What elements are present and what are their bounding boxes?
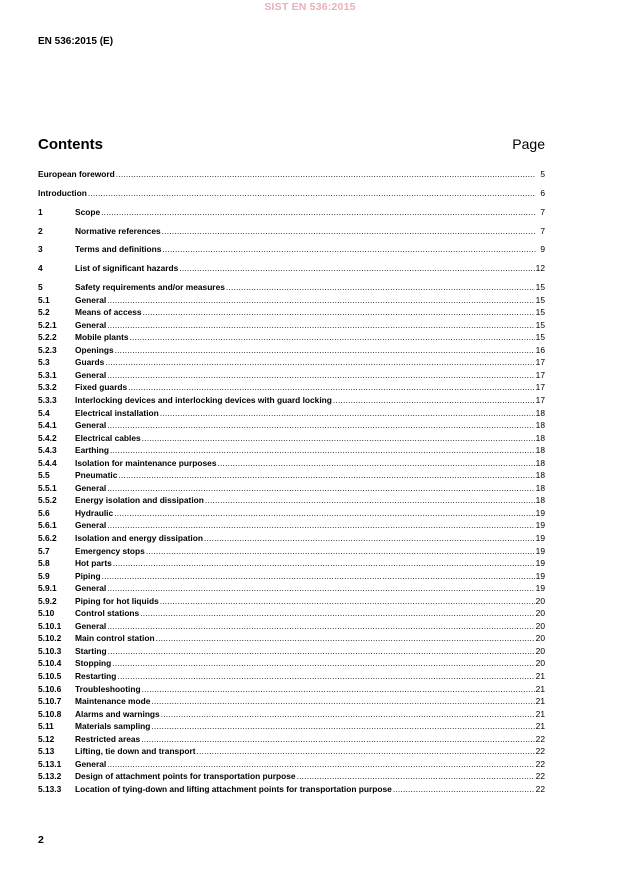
toc-entry-number: 5.9.1 <box>38 583 57 594</box>
toc-entry-page: 20 <box>535 595 545 606</box>
toc-entry[interactable] <box>38 758 545 771</box>
toc-entry-number: 5.2.1 <box>38 319 57 330</box>
toc-dot-leader <box>146 545 535 558</box>
toc-dot-leader <box>226 281 535 294</box>
toc-entry-page: 18 <box>535 432 545 443</box>
toc-dot-leader <box>140 607 534 620</box>
toc-entry-page: 18 <box>535 420 545 431</box>
page-number: 2 <box>38 834 44 846</box>
toc-entry[interactable] <box>38 457 545 470</box>
toc-entry[interactable] <box>38 225 545 238</box>
toc-entry[interactable] <box>38 306 545 319</box>
toc-entry-number: 5.10.4 <box>38 658 62 669</box>
toc-dot-leader <box>107 419 534 432</box>
toc-entry[interactable] <box>38 281 545 294</box>
toc-entry-title: Isolation and energy dissipation <box>75 533 203 543</box>
toc-entry-title: Pneumatic <box>75 470 118 481</box>
toc-entry-page: 21 <box>535 683 545 694</box>
toc-entry-title: Electrical installation <box>75 407 159 418</box>
toc-dot-leader <box>107 758 534 771</box>
toc-entry-page: 15 <box>535 282 545 293</box>
toc-entry-number: 5.5.2 <box>38 495 57 506</box>
toc-entry-title: Means of access <box>75 307 142 318</box>
toc-entry[interactable] <box>38 381 545 394</box>
toc-entry-page: 21 <box>535 708 545 719</box>
watermark: SIST EN 536:2015 <box>264 1 356 13</box>
toc-entry-title: Earthing <box>75 445 109 456</box>
toc-dot-leader <box>115 344 535 357</box>
toc-entry[interactable] <box>38 319 545 332</box>
toc-entry-page: 16 <box>535 344 545 355</box>
toc-entry[interactable] <box>38 294 545 307</box>
toc-entry-title: Control stations <box>75 608 140 619</box>
page-column-label: Page <box>512 136 545 152</box>
toc-entry-title: General <box>75 369 107 380</box>
toc-dot-leader <box>117 670 534 683</box>
toc-entry-title: Isolation for maintenance purposes <box>75 457 217 468</box>
toc-entry[interactable] <box>38 645 545 658</box>
toc-entry[interactable] <box>38 494 545 507</box>
toc-entry-page: 18 <box>535 457 545 468</box>
toc-dot-leader <box>112 657 534 670</box>
toc-entry-page: 20 <box>535 608 545 619</box>
toc-entry-title: Troubleshooting <box>75 683 141 694</box>
toc-entry[interactable] <box>38 545 545 558</box>
toc-entry-number: 5.3 <box>38 357 50 368</box>
toc-entry-page: 9 <box>540 244 545 255</box>
toc-entry-page: 18 <box>535 482 545 493</box>
toc-entry-title: Materials sampling <box>75 721 151 732</box>
toc-entry-number: 5.6.2 <box>38 533 57 543</box>
toc-dot-leader <box>105 356 534 369</box>
toc-entry[interactable] <box>38 783 545 796</box>
toc-dot-leader <box>197 745 535 758</box>
toc-entry-number: 5.4.2 <box>38 432 57 443</box>
toc-entry-page: 21 <box>535 696 545 707</box>
toc-entry-number: 5.4.4 <box>38 457 57 468</box>
toc-entry-page: 20 <box>535 645 545 656</box>
toc-dot-leader <box>160 407 535 420</box>
toc-entry-number: 5.4.1 <box>38 420 57 431</box>
toc-entry-number: 2 <box>38 225 43 236</box>
toc-entry[interactable] <box>38 607 545 620</box>
toc-entry-title: Guards <box>75 357 105 368</box>
toc-entry-number: 3 <box>38 244 43 255</box>
toc-entry-page: 20 <box>535 658 545 669</box>
toc-dot-leader <box>162 243 536 256</box>
toc-entry-page: 19 <box>535 533 545 543</box>
toc-dot-leader <box>107 519 534 532</box>
toc-entry-title: Stopping <box>75 658 112 669</box>
toc-dot-leader <box>107 319 534 332</box>
table-of-contents <box>38 168 545 795</box>
toc-dot-leader <box>151 695 534 708</box>
toc-entry-page: 22 <box>535 758 545 769</box>
toc-entry-page: 6 <box>540 187 545 198</box>
toc-entry-title: Terms and definitions <box>75 244 162 255</box>
toc-entry-title: General <box>75 520 107 531</box>
toc-entry[interactable] <box>38 432 545 445</box>
toc-entry-page: 17 <box>535 369 545 380</box>
toc-entry-page: 22 <box>535 771 545 782</box>
toc-entry[interactable] <box>38 745 545 758</box>
toc-entry-title: Scope <box>75 206 101 217</box>
toc-entry[interactable] <box>38 206 545 219</box>
toc-dot-leader <box>116 168 536 181</box>
toc-entry-title: Piping for hot liquids <box>75 595 159 606</box>
toc-entry[interactable] <box>38 632 545 645</box>
toc-entry-page: 7 <box>540 225 545 236</box>
toc-entry-title: Mobile plants <box>75 332 129 343</box>
toc-entry-title: Normative references <box>75 225 161 236</box>
toc-dot-leader <box>107 482 534 495</box>
toc-entry-number: 5.13.2 <box>38 771 62 782</box>
toc-entry-number: 4 <box>38 263 43 274</box>
toc-entry[interactable] <box>38 657 545 670</box>
toc-entry[interactable] <box>38 344 545 357</box>
toc-entry-number: 5.13.1 <box>38 758 62 769</box>
toc-entry-title: Hot parts <box>75 558 112 569</box>
toc-entry-page: 20 <box>535 620 545 631</box>
toc-dot-leader <box>142 432 535 445</box>
toc-entry[interactable] <box>38 469 545 482</box>
toc-entry[interactable] <box>38 720 545 733</box>
toc-entry-title: Hydraulic <box>75 507 114 518</box>
toc-entry-number: 5.12 <box>38 733 55 744</box>
toc-dot-leader <box>161 708 535 721</box>
toc-entry[interactable] <box>38 419 545 432</box>
toc-dot-leader <box>205 494 535 507</box>
toc-entry-page: 18 <box>535 445 545 456</box>
toc-dot-leader <box>128 381 535 394</box>
toc-entry-title: European foreword <box>38 169 115 179</box>
toc-entry-title: Main control station <box>75 633 155 644</box>
toc-entry-title: Openings <box>75 344 114 355</box>
toc-entry-page: 19 <box>535 545 545 556</box>
toc-entry[interactable] <box>38 595 545 608</box>
toc-entry-number: 5.9 <box>38 570 50 581</box>
toc-entry[interactable] <box>38 670 545 683</box>
contents-heading: Contents <box>38 136 103 153</box>
toc-entry[interactable] <box>38 331 545 344</box>
toc-dot-leader <box>110 444 535 457</box>
toc-entry-number: 5.10.3 <box>38 645 62 656</box>
toc-entry-number: 5.8 <box>38 558 50 569</box>
toc-entry[interactable] <box>38 570 545 583</box>
toc-entry-number: 5.10.8 <box>38 708 62 719</box>
toc-entry-title: General <box>75 294 107 305</box>
toc-entry-page: 20 <box>535 633 545 644</box>
toc-entry-number: 5.10.6 <box>38 683 62 694</box>
toc-dot-leader <box>162 225 536 238</box>
toc-entry-title: Restricted areas <box>75 733 141 744</box>
toc-entry-page: 19 <box>535 570 545 581</box>
toc-entry[interactable] <box>38 770 545 783</box>
toc-entry-page: 19 <box>535 507 545 518</box>
toc-entry-page: 15 <box>535 294 545 305</box>
toc-dot-leader <box>113 557 535 570</box>
toc-entry-number: 5.3.2 <box>38 382 57 393</box>
toc-entry-number: 5.10 <box>38 608 55 619</box>
toc-entry-number: 5.6.1 <box>38 520 57 531</box>
toc-entry[interactable] <box>38 557 545 570</box>
toc-entry-page: 15 <box>535 319 545 330</box>
toc-entry[interactable] <box>38 444 545 457</box>
toc-dot-leader <box>101 206 536 219</box>
toc-dot-leader <box>107 369 534 382</box>
toc-entry-number: 5.2.2 <box>38 332 57 343</box>
toc-entry-page: 22 <box>535 733 545 744</box>
toc-entry-number: 5.3.1 <box>38 369 57 380</box>
toc-entry[interactable] <box>38 243 545 256</box>
toc-entry-title: List of significant hazards <box>75 263 179 274</box>
toc-entry-number: 5.5.1 <box>38 482 57 493</box>
toc-entry-title: Energy isolation and dissipation <box>75 495 204 506</box>
toc-dot-leader <box>114 507 535 520</box>
toc-entry-number: 5.10.7 <box>38 696 62 707</box>
toc-entry-number: 5.11 <box>38 721 54 732</box>
toc-entry-page: 22 <box>535 746 545 757</box>
toc-entry-title: Alarms and warnings <box>75 708 160 719</box>
toc-dot-leader <box>204 532 535 545</box>
toc-dot-leader <box>102 570 535 583</box>
toc-dot-leader <box>333 394 535 407</box>
toc-dot-leader <box>130 331 535 344</box>
toc-entry-number: 5.1 <box>38 294 50 305</box>
toc-entry[interactable] <box>38 369 545 382</box>
toc-entry-number: 5.2 <box>38 307 50 318</box>
toc-entry-title: Safety requirements and/or measures <box>75 282 225 293</box>
toc-entry[interactable] <box>38 262 545 275</box>
toc-entry-title: Design of attachment points for transportation purpose <box>75 771 296 782</box>
toc-entry-number: 5.10.1 <box>38 620 62 631</box>
toc-entry[interactable] <box>38 695 545 708</box>
toc-entry-title: Fixed guards <box>75 382 128 393</box>
toc-entry-title: General <box>75 319 107 330</box>
toc-entry-title: Lifting, tie down and transport <box>75 746 196 757</box>
toc-entry[interactable] <box>38 532 545 545</box>
toc-entry-page: 21 <box>535 721 545 732</box>
toc-entry[interactable] <box>38 683 545 696</box>
toc-entry-title: General <box>75 420 107 431</box>
toc-entry-page: 19 <box>535 558 545 569</box>
toc-dot-leader <box>107 582 534 595</box>
toc-dot-leader <box>151 720 534 733</box>
toc-entry-title: General <box>75 482 107 493</box>
toc-entry-number: 5.2.3 <box>38 344 57 355</box>
toc-entry-title: General <box>75 758 107 769</box>
toc-dot-leader <box>107 294 534 307</box>
toc-entry[interactable] <box>38 582 545 595</box>
toc-dot-leader <box>108 645 535 658</box>
toc-entry[interactable] <box>38 394 545 407</box>
toc-entry-page: 18 <box>535 470 545 481</box>
toc-entry-title: Electrical cables <box>75 432 141 443</box>
toc-entry-number: 5 <box>38 282 43 293</box>
toc-dot-leader <box>160 595 535 608</box>
toc-entry-page: 15 <box>535 307 545 318</box>
toc-entry-page: 22 <box>535 783 545 794</box>
toc-dot-leader <box>179 262 534 275</box>
toc-dot-leader <box>141 733 534 746</box>
toc-entry-page: 17 <box>535 394 545 405</box>
toc-entry-number: 5.13.3 <box>38 783 62 794</box>
toc-dot-leader <box>217 457 534 470</box>
toc-entry-number: 5.4 <box>38 407 50 418</box>
toc-entry-title: General <box>75 620 107 631</box>
toc-dot-leader <box>393 783 535 796</box>
toc-entry-page: 18 <box>535 407 545 418</box>
toc-entry[interactable] <box>38 708 545 721</box>
toc-entry[interactable] <box>38 407 545 420</box>
toc-entry-title: Interlocking devices and interlocking devices with guard locking <box>75 394 332 405</box>
toc-entry-title: Starting <box>75 645 107 656</box>
toc-entry-page: 18 <box>535 495 545 506</box>
toc-entry-title: Location of tying-down and lifting attachment points for transportation purpose <box>75 783 392 794</box>
toc-entry-number: 5.6 <box>38 507 50 518</box>
toc-entry-number: 5.13 <box>38 746 55 757</box>
toc-entry-number: 1 <box>38 206 43 217</box>
toc-entry-page: 5 <box>540 169 545 179</box>
toc-entry[interactable] <box>38 620 545 633</box>
toc-entry-page: 12 <box>535 263 545 274</box>
toc-entry-number: 5.10.2 <box>38 633 62 644</box>
toc-entry[interactable] <box>38 482 545 495</box>
toc-dot-leader <box>156 632 535 645</box>
toc-dot-leader <box>143 306 535 319</box>
toc-entry[interactable] <box>38 519 545 532</box>
toc-entry-title: Restarting <box>75 671 117 682</box>
toc-entry[interactable] <box>38 168 545 181</box>
toc-entry[interactable] <box>38 187 545 200</box>
toc-entry-page: 19 <box>535 520 545 531</box>
toc-entry-title: Emergency stops <box>75 545 145 556</box>
toc-entry-title: General <box>75 583 107 594</box>
toc-entry-number: 5.4.3 <box>38 445 57 456</box>
toc-entry-page: 19 <box>535 583 545 594</box>
toc-entry-page: 15 <box>535 332 545 343</box>
toc-dot-leader <box>142 683 535 696</box>
toc-entry-number: 5.3.3 <box>38 394 57 405</box>
toc-dot-leader <box>297 770 535 783</box>
toc-entry-page: 17 <box>535 382 545 393</box>
toc-entry-number: 5.7 <box>38 545 50 556</box>
toc-dot-leader <box>107 620 534 633</box>
toc-entry[interactable] <box>38 356 545 369</box>
toc-entry-page: 7 <box>540 206 545 217</box>
toc-entry-page: 17 <box>535 357 545 368</box>
toc-entry-title: Maintenance mode <box>75 696 151 707</box>
toc-dot-leader <box>88 187 536 200</box>
toc-dot-leader <box>118 469 534 482</box>
toc-entry-number: 5.5 <box>38 470 50 481</box>
toc-entry[interactable] <box>38 733 545 746</box>
toc-entry-title: Introduction <box>38 187 87 198</box>
toc-entry-number: 5.10.5 <box>38 671 62 682</box>
toc-entry-title: Piping <box>75 570 101 581</box>
toc-entry-number: 5.9.2 <box>38 595 57 606</box>
document-id: EN 536:2015 (E) <box>38 36 114 47</box>
toc-entry[interactable] <box>38 507 545 520</box>
toc-entry-page: 21 <box>535 671 545 682</box>
